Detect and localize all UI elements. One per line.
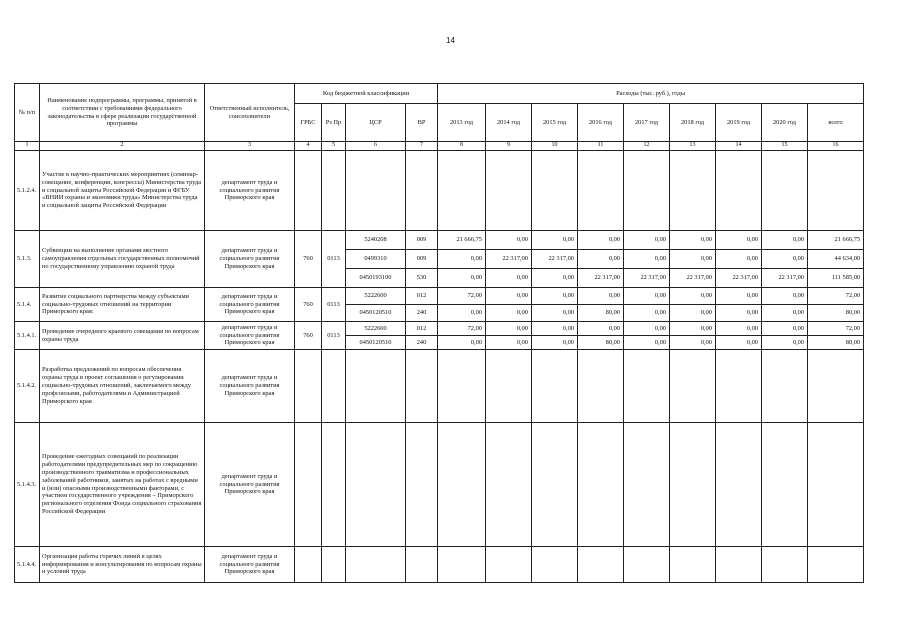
row-value: 0,00 bbox=[532, 231, 578, 250]
row-exec: департамент труда и социального развития Приморского края bbox=[205, 231, 295, 288]
header-year: 2016 год bbox=[578, 104, 624, 142]
header-year: 2019 год bbox=[716, 104, 762, 142]
row-num: 5.1.4. bbox=[15, 288, 40, 322]
row-value: 21 666,75 bbox=[438, 231, 486, 250]
header-year: 2015 год bbox=[532, 104, 578, 142]
row-total: 80,00 bbox=[808, 336, 864, 350]
table-row bbox=[15, 423, 864, 547]
header-rzpr: Рз Пр bbox=[322, 104, 346, 142]
row-value: 0,00 bbox=[578, 250, 624, 269]
header-vr: ВР bbox=[406, 104, 438, 142]
row-value: 22 317,00 bbox=[624, 269, 670, 288]
row-total: 80,00 bbox=[808, 305, 864, 322]
table-row bbox=[15, 547, 864, 583]
row-name: Проведение очередного краевого совещания по вопросам охраны труда bbox=[40, 322, 205, 350]
row-value: 0,00 bbox=[532, 336, 578, 350]
row-num: 5.1.4.4. bbox=[15, 547, 40, 583]
row-value: 0,00 bbox=[624, 322, 670, 336]
row-name: Организация работы горячих линий в целях информирования и консультирования по вопросам охраны и условий труда bbox=[40, 547, 205, 583]
row-value: 0,00 bbox=[438, 269, 486, 288]
row-value: 0,00 bbox=[716, 322, 762, 336]
row-value: 0,00 bbox=[762, 250, 808, 269]
row-rzpr: 0113 bbox=[322, 322, 346, 350]
col-number: 8 bbox=[438, 142, 486, 151]
row-value: 0,00 bbox=[486, 305, 532, 322]
row-vr: 009 bbox=[406, 231, 438, 250]
row-value: 0,00 bbox=[486, 322, 532, 336]
row-value: 0,00 bbox=[762, 336, 808, 350]
header-csr: ЦСР bbox=[346, 104, 406, 142]
header-total: всего bbox=[808, 104, 864, 142]
row-value: 0,00 bbox=[762, 288, 808, 305]
row-value: 22 317,00 bbox=[486, 250, 532, 269]
header-year: 2017 год bbox=[624, 104, 670, 142]
row-value: 0,00 bbox=[486, 269, 532, 288]
row-value: 0,00 bbox=[578, 288, 624, 305]
row-csr: 5222600 bbox=[346, 288, 406, 305]
col-number: 11 bbox=[578, 142, 624, 151]
header-year: 2013 год bbox=[438, 104, 486, 142]
row-csr: 5222600 bbox=[346, 322, 406, 336]
row-value: 0,00 bbox=[762, 305, 808, 322]
row-vr: 012 bbox=[406, 322, 438, 336]
row-value: 22 317,00 bbox=[578, 269, 624, 288]
row-vr: 240 bbox=[406, 336, 438, 350]
row-value: 80,00 bbox=[578, 336, 624, 350]
row-grbs: 760 bbox=[295, 231, 322, 288]
row-value: 0,00 bbox=[624, 250, 670, 269]
row-value: 80,00 bbox=[578, 305, 624, 322]
row-name: Проведение ежегодных совещаний по реализации работодателями предупредительных мер по сокращению производственного травматизма и профессиональных заболеваний работников, занятых на работах с вредными и (или) опасными производственными факторами, с участием государственного учреждения – Приморского регионального отделения Фонда социального страхования Российской Федерации bbox=[40, 423, 205, 547]
row-value: 0,00 bbox=[438, 305, 486, 322]
table-row bbox=[15, 322, 864, 336]
row-value: 0,00 bbox=[716, 305, 762, 322]
row-name: Развитие социального партнерства между субъектами социально-трудовых отношений на территории Приморского края: bbox=[40, 288, 205, 322]
row-value: 0,00 bbox=[716, 288, 762, 305]
row-csr: 5240208 bbox=[346, 231, 406, 250]
table-row bbox=[15, 350, 864, 423]
row-value: 72,00 bbox=[438, 288, 486, 305]
row-value: 0,00 bbox=[716, 231, 762, 250]
col-number: 13 bbox=[670, 142, 716, 151]
col-number: 7 bbox=[406, 142, 438, 151]
header-exec: Ответственный исполнитель, соисполнители bbox=[205, 84, 295, 142]
row-value: 0,00 bbox=[532, 322, 578, 336]
header-year: 2014 год bbox=[486, 104, 532, 142]
col-number: 5 bbox=[322, 142, 346, 151]
row-value: 0,00 bbox=[670, 336, 716, 350]
col-number: 4 bbox=[295, 142, 322, 151]
row-value: 22 317,00 bbox=[762, 269, 808, 288]
row-csr: 0450120510 bbox=[346, 336, 406, 350]
row-value: 72,00 bbox=[438, 322, 486, 336]
row-value: 0,00 bbox=[670, 322, 716, 336]
row-value: 0,00 bbox=[762, 231, 808, 250]
row-value: 0,00 bbox=[532, 269, 578, 288]
row-value: 0,00 bbox=[670, 250, 716, 269]
header-num: № п/п bbox=[15, 84, 40, 142]
col-number: 15 bbox=[762, 142, 808, 151]
header-grbs: ГРБС bbox=[295, 104, 322, 142]
row-value: 0,00 bbox=[624, 231, 670, 250]
row-value: 0,00 bbox=[670, 305, 716, 322]
page-number: 14 bbox=[446, 36, 455, 45]
row-exec: департамент труда и социального развития Приморского края bbox=[205, 288, 295, 322]
row-exec: департамент труда и социального развития Приморского края bbox=[205, 350, 295, 423]
row-num: 5.1.4.1. bbox=[15, 322, 40, 350]
table-row bbox=[15, 288, 864, 305]
col-number: 3 bbox=[205, 142, 295, 151]
col-number: 14 bbox=[716, 142, 762, 151]
row-total: 72,00 bbox=[808, 322, 864, 336]
row-value: 22 317,00 bbox=[532, 250, 578, 269]
row-vr: 240 bbox=[406, 305, 438, 322]
row-vr: 012 bbox=[406, 288, 438, 305]
row-grbs: 760 bbox=[295, 288, 322, 322]
col-number: 1 bbox=[15, 142, 40, 151]
row-value: 0,00 bbox=[532, 305, 578, 322]
table-row bbox=[15, 151, 864, 231]
col-number: 16 bbox=[808, 142, 864, 151]
row-total: 44 634,00 bbox=[808, 250, 864, 269]
row-csr: 0450193100 bbox=[346, 269, 406, 288]
row-value: 0,00 bbox=[486, 336, 532, 350]
row-name: Участие в научно-практических мероприятиях (семинар-совещание, конференции, конгрессы) Министерства труда и социальной защиты Российской Федерации и ФГБУ «ВНИИ охраны и экономики труда» Министерства труда и социальной защиты Российской Федерации bbox=[40, 151, 205, 231]
header-row-1 bbox=[15, 84, 864, 104]
col-number: 9 bbox=[486, 142, 532, 151]
row-value: 0,00 bbox=[716, 336, 762, 350]
row-rzpr: 0113 bbox=[322, 288, 346, 322]
row-value: 0,00 bbox=[716, 250, 762, 269]
header-budget-group: Код бюджетной классификации bbox=[295, 84, 438, 104]
row-exec: департамент труда и социального развития Приморского края bbox=[205, 547, 295, 583]
row-csr: 0450120510 bbox=[346, 305, 406, 322]
table-row bbox=[15, 231, 864, 250]
row-total: 72,00 bbox=[808, 288, 864, 305]
row-total: 111 585,00 bbox=[808, 269, 864, 288]
header-name: Наименование подпрограммы, программы, принятой в соответствии с требованиями федерального законодательства в сфере реализации государственной программы bbox=[40, 84, 205, 142]
row-num: 5.1.4.3. bbox=[15, 423, 40, 547]
col-number: 2 bbox=[40, 142, 205, 151]
row-value: 0,00 bbox=[578, 322, 624, 336]
row-name: Субвенции на выполнение органами местного самоуправления отдельных государственных полномочий по государственному управлению охраной труда bbox=[40, 231, 205, 288]
row-value: 22 317,00 bbox=[670, 269, 716, 288]
row-vr: 530 bbox=[406, 269, 438, 288]
row-value: 0,00 bbox=[624, 336, 670, 350]
row-value: 0,00 bbox=[624, 305, 670, 322]
row-num: 5.1.2.4. bbox=[15, 151, 40, 231]
col-number: 10 bbox=[532, 142, 578, 151]
column-numbers-row bbox=[15, 142, 864, 151]
row-value: 0,00 bbox=[624, 288, 670, 305]
row-vr: 009 bbox=[406, 250, 438, 269]
row-total: 21 666,75 bbox=[808, 231, 864, 250]
row-grbs: 760 bbox=[295, 322, 322, 350]
row-num: 5.1.4.2. bbox=[15, 350, 40, 423]
row-rzpr: 0113 bbox=[322, 231, 346, 288]
row-num: 5.1.3. bbox=[15, 231, 40, 288]
header-expenses-group: Расходы (тыс. руб.), годы bbox=[438, 84, 864, 104]
header-year: 2018 год bbox=[670, 104, 716, 142]
row-value: 0,00 bbox=[438, 250, 486, 269]
row-value: 0,00 bbox=[578, 231, 624, 250]
row-value: 0,00 bbox=[670, 288, 716, 305]
row-exec: департамент труда и социального развития Приморского края bbox=[205, 151, 295, 231]
row-value: 22 317,00 bbox=[716, 269, 762, 288]
col-number: 12 bbox=[624, 142, 670, 151]
row-value: 0,00 bbox=[670, 231, 716, 250]
row-value: 0,00 bbox=[438, 336, 486, 350]
header-year: 2020 год bbox=[762, 104, 808, 142]
row-value: 0,00 bbox=[486, 231, 532, 250]
col-number: 6 bbox=[346, 142, 406, 151]
row-value: 0,00 bbox=[762, 322, 808, 336]
row-value: 0,00 bbox=[532, 288, 578, 305]
row-exec: департамент труда и социального развития Приморского края bbox=[205, 423, 295, 547]
row-csr: 0499310 bbox=[346, 250, 406, 269]
row-value: 0,00 bbox=[486, 288, 532, 305]
budget-table bbox=[14, 83, 864, 583]
row-exec: департамент труда и социального развития Приморского края bbox=[205, 322, 295, 350]
row-name: Разработка предложений по вопросам обеспечения охраны труда в проект соглашения о регулировании социально-трудовых отношений, заключаемого между профсоюзами, работодателями и Администрацией Приморского края bbox=[40, 350, 205, 423]
